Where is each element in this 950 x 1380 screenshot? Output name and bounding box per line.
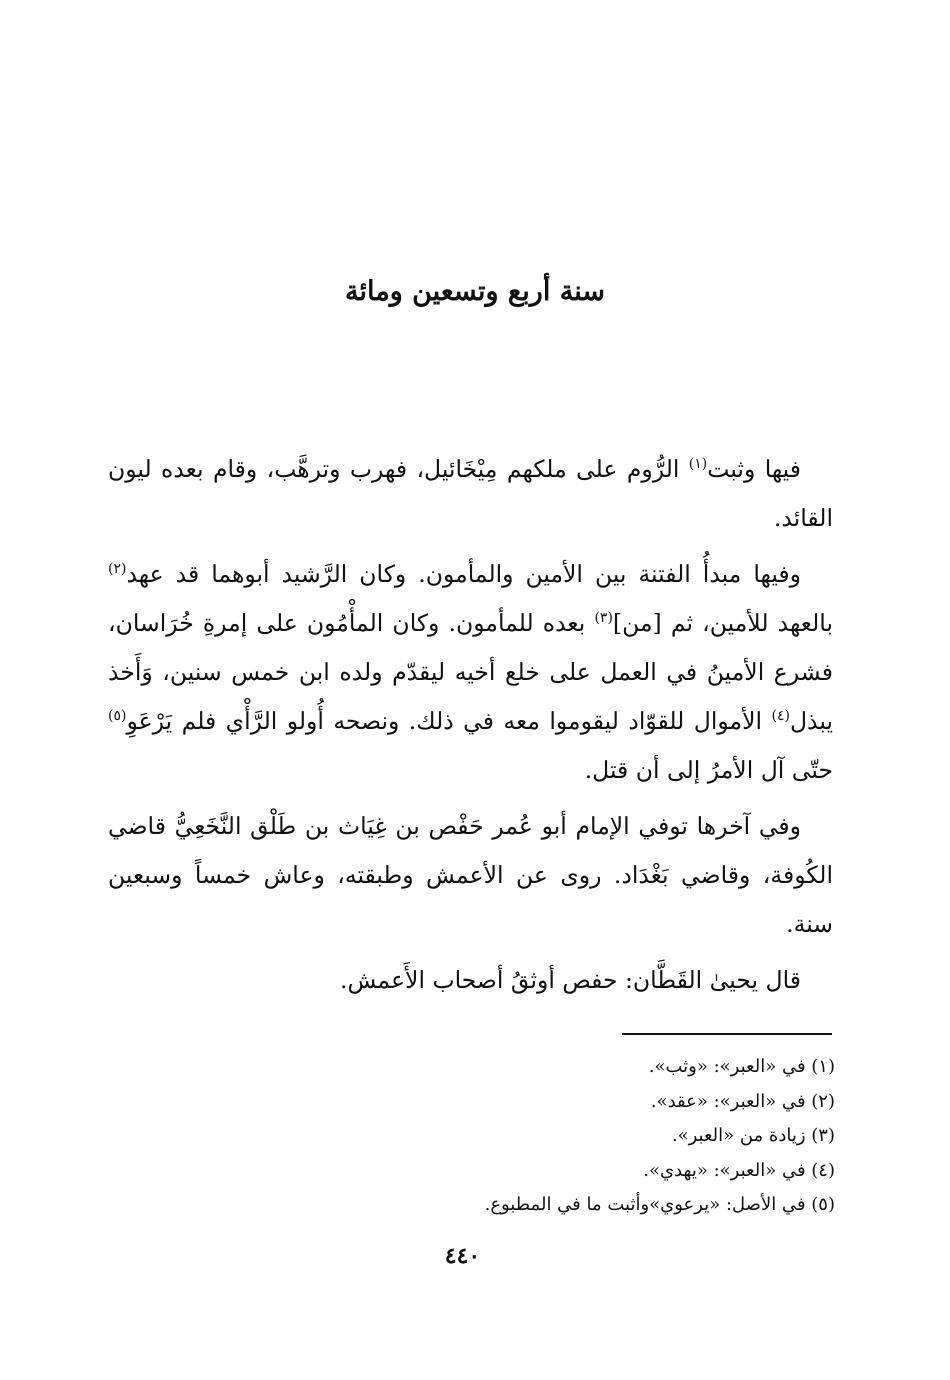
footnote-ref-2[interactable]: (٢) [108,561,127,577]
footnote-2: (٢) في «العبر»: «عقد». [650,1090,835,1112]
footnote-ref-4[interactable]: (٤) [771,708,790,724]
text-run: فيها وثبت [707,455,802,483]
text-run: بعده للمأمون. وكان المأْمُون على إمرةِ خُرَاسان، فشرع الأمينُ في العمل على خلع أخيه ليقدّم ولده ابن خمس سنين، وَأَخذ يبذل [108,609,833,735]
footnote-ref-3[interactable]: (٣) [594,610,613,626]
text-run: الرُّوم على ملكهم مِيْخَائيل، فهرب وترهَّب، وقام بعده ليون القائد. [108,455,833,532]
footnote-ref-1[interactable]: (١) [688,456,708,472]
paragraph-1 [108,445,833,543]
footnote-separator [622,1033,832,1035]
text-run: وفي آخرها توفي الإمام أبو عُمر حَفْص بن غِيَاث بن طَلْق النَّخَعِيُّ قاضي الكُوفة، وقاضي بَغْدَاد. روى عن الأعمش وطبقته، وعاش خمساً وسبعين سنة. [108,812,833,938]
text-run: قال يحيىٰ القَطَّان: حفص أوثقُ أصحاب الأَعمش. [340,966,801,994]
page-number: ٤٤٠ [444,1243,481,1269]
footnote-5: (٥) في الأصل: «يرعوي»وأثبت ما في المطبوع. [484,1194,835,1215]
footnote-ref-5[interactable]: (٥) [108,708,127,724]
main-text [108,445,833,1005]
text-run: وفيها مبدأُ الفتنة بين الأمين والمأمون. وكان الرَّشيد أبوهما قد عهد [126,560,801,588]
text-run: الأموال للقوّاد ليقوموا معه في ذلك. ونصحه أُولو الرَّأْي فلم يَرْعَوِ [126,707,772,735]
paragraph-4 [108,956,801,1005]
text-run: بالعهد للأمين، ثم [من] [612,609,833,637]
text-run: حتّى آل الأمرُ إلى أن قتل. [584,756,833,784]
paragraph-2 [108,550,833,795]
footnote-4: (٤) في «العبر»: «يهدي». [643,1159,835,1181]
footnote-3: (٣) زيادة من «العبر». [671,1125,835,1146]
footnotes-list [330,1050,835,1223]
paragraph-3 [108,802,833,949]
footnote-1: (١) في «العبر»: «وثب». [648,1056,835,1077]
section-title: سنة أربع وتسعين ومائة [345,276,605,307]
